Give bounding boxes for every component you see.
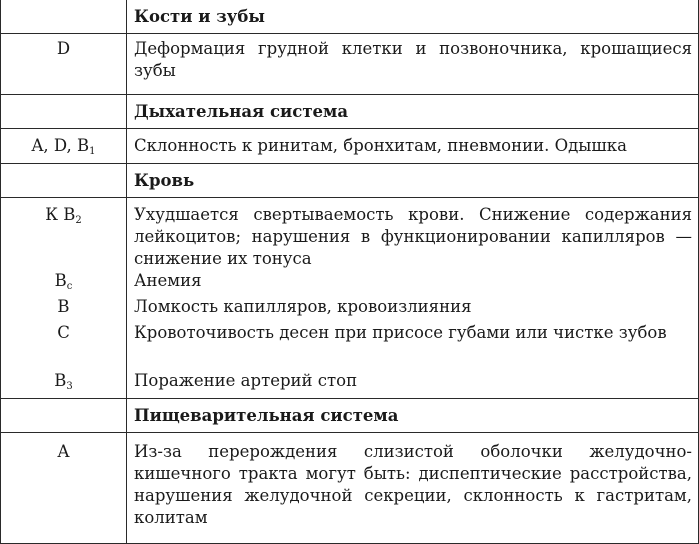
section-header-respiratory — [1, 95, 699, 129]
vitamin-key: C — [57, 323, 70, 342]
section-header-bones — [1, 0, 699, 34]
vitamin-key: К $B_2$ — [45, 205, 82, 226]
symptom-text: Из-за перерождения слизистой оболочки желудочно-кишечного тракта могут быть: диспептические расстройства, нарушения желудочной секреции, склонность к гастритам, колитам — [127, 433, 699, 544]
table-row — [1, 129, 699, 164]
vitamin-key-label: A, D, B — [31, 136, 90, 155]
section-header-empty-cell — [1, 164, 127, 198]
symptom-text: Кровоточивость десен при присосе губами или чистке зубов — [134, 323, 667, 342]
symptom-text: Деформация грудной клетки и позвоночника, крошащиеся зубы — [127, 34, 699, 95]
vitamin-key-label: D — [56, 39, 71, 58]
vitamin-key-subscript: 1 — [89, 146, 96, 157]
section-title: Кровь — [127, 164, 699, 198]
symptom-text-list — [127, 198, 699, 399]
table-row — [1, 34, 699, 95]
vitamin-key: B — [57, 297, 70, 316]
vitamin-key — [1, 433, 127, 544]
vitamin-key-label: A — [57, 442, 70, 461]
section-title: Дыхательная система — [127, 95, 699, 129]
section-title: Пищеварительная система — [127, 399, 699, 433]
section-header-empty-cell — [1, 95, 127, 129]
section-header-empty-cell — [1, 399, 127, 433]
section-header-empty-cell — [1, 0, 127, 34]
vitamin-key: $B_c$ — [54, 271, 73, 292]
section-header-digestive — [1, 399, 699, 433]
symptom-text: Склонность к ринитам, бронхитам, пневмонии. Одышка — [127, 129, 699, 164]
table-row — [1, 433, 699, 544]
vitamin-key: $B_3$ — [54, 371, 73, 392]
vitamin-key-list — [1, 198, 127, 399]
section-title: Кости и зубы — [127, 0, 699, 34]
section-header-blood — [1, 164, 699, 198]
symptom-text: Анемия — [134, 271, 202, 290]
vitamin-key — [1, 129, 127, 164]
table-row-group — [1, 198, 699, 399]
symptom-text: Ломкость капилляров, кровоизлияния — [134, 297, 472, 316]
vitamin-key — [1, 34, 127, 95]
symptom-text: Ухудшается свертываемость крови. Снижение содержания лейкоцитов; нарушения в функционировании капилляров — снижение их тонуса — [134, 205, 692, 268]
symptom-text: Поражение артерий стоп — [134, 371, 358, 390]
